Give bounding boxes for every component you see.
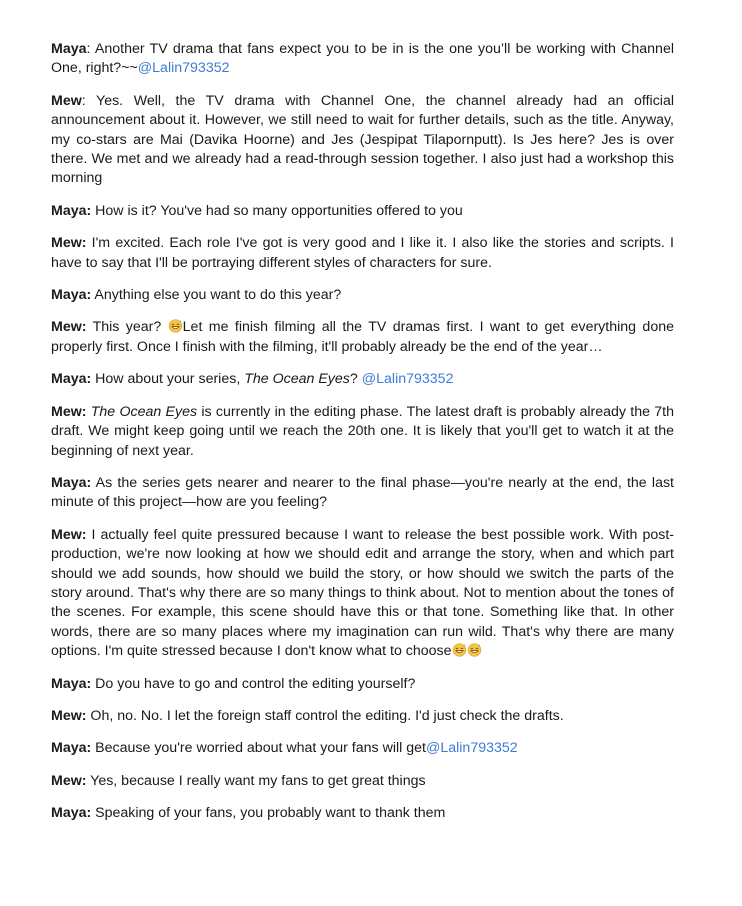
speaker-name: Mew: [51,526,87,543]
transcript-paragraph [51,286,674,305]
dialogue-text: Oh, no. No. I let the foreign staff control the editing. I'd just check the drafts. [86,707,564,724]
dialogue-text: Speaking of your fans, you probably want to thank them [91,805,446,822]
series-title: The Ocean Eyes [244,371,350,388]
dialogue-text: As the series gets nearer and nearer to the final phase—you're nearly at the end, the last minute of this project—how are you feeling? [51,474,674,511]
dialogue-text: How is it? You've had so many opportunities offered to you [91,202,463,219]
speaker-name: Mew: [51,772,87,789]
transcript-paragraph [51,234,674,273]
transcript-paragraph [51,370,674,389]
speaker-name: Mew: [51,707,87,724]
speaker-name: Maya: [51,675,92,692]
speaker-name: Maya: [51,805,92,822]
user-mention-link[interactable]: @Lalin793352 [137,60,230,77]
dialogue-text: I'm excited. Each role I've got is very good and I like it. I also like the stories and scripts. I have to say that I'll be portraying different styles of characters for sure. [51,235,674,271]
transcript-paragraph [51,707,674,726]
speaker-separator: : [81,92,86,109]
dialogue-text: Yes, because I really want my fans to get great things [86,772,426,789]
speaker-name: Maya: [51,740,92,757]
speaker-separator: : [86,41,91,57]
transcript-paragraph [51,739,674,758]
grinning-sweat-emoji [467,642,482,657]
speaker-name: Maya: [51,287,92,304]
transcript-paragraph [51,772,674,791]
transcript-paragraph [51,403,674,461]
dialogue-text: How about your series, [91,371,245,388]
transcript-paragraph [51,474,674,513]
transcript-paragraph [51,526,674,662]
interview-transcript [51,40,674,824]
dialogue-text: This year? [86,319,168,336]
speaker-name: Maya [51,41,87,57]
speaker-name: Mew [51,92,82,109]
grinning-sweat-emoji [168,318,183,333]
speaker-name: Maya: [51,474,92,491]
dialogue-text: Another TV drama that fans expect you to be in is the one you’ll be working with Channel One, right?~~ [51,41,674,77]
dialogue-text: I actually feel quite pressured because I want to release the best possible work. With post-production, we're now looking at how we should edit and arrange the story, when and which part should we add sounds, how should we build the story, or how should we switch the parts of the story around. That's why there are so many things to think about. Not to mention about the tones of the scenes. For example, this scene should have this or that tone. Something like that. In other words, there are so many places where my imagination can run wild. That's why there are many options. I'm quite stressed because I don't know what to choose [51,526,674,660]
transcript-paragraph [51,318,674,357]
dialogue-text: Because you're worried about what your fans will get [91,740,426,757]
transcript-paragraph [51,675,674,694]
speaker-name: Mew: [51,403,87,420]
transcript-paragraph [51,202,674,221]
dialogue-text: Anything else you want to do this year? [91,287,342,304]
transcript-paragraph [51,804,674,823]
speaker-name: Maya: [51,371,92,388]
dialogue-text: Let me finish filming all the TV dramas first. I want to get everything done properly first. Once I finish with the filming, it'll probably already be the end of the year… [51,319,674,355]
transcript-paragraph [51,40,674,79]
series-title: The Ocean Eyes [90,403,198,420]
transcript-paragraph [51,92,674,189]
dialogue-text: is currently in the editing phase. The latest draft is probably already the 7th draft. We might keep going until we reach the 20th one. It is likely that you'll get to watch it at the beginning of next year. [51,403,674,459]
speaker-name: Maya: [51,202,92,219]
grinning-sweat-emoji [452,642,467,657]
user-mention-link[interactable]: @Lalin793352 [425,740,518,757]
dialogue-text: Yes. Well, the TV drama with Channel One, the channel already had an official announcement about it. However, we still need to wait for further details, such as the title. Anyway, my co-stars are Mai (Davika Hoorne) and Jes (Jespipat Tilapornputt). Is Jes here? Jes is over there. We met and we already had a read-through session together. I also just had a workshop this morning [51,92,674,187]
user-mention-link[interactable]: @Lalin793352 [361,371,454,388]
dialogue-text: Do you have to go and control the editing yourself? [91,675,416,692]
speaker-name: Mew: [51,235,87,252]
speaker-name: Mew: [51,319,87,336]
dialogue-text: ? [349,371,362,388]
